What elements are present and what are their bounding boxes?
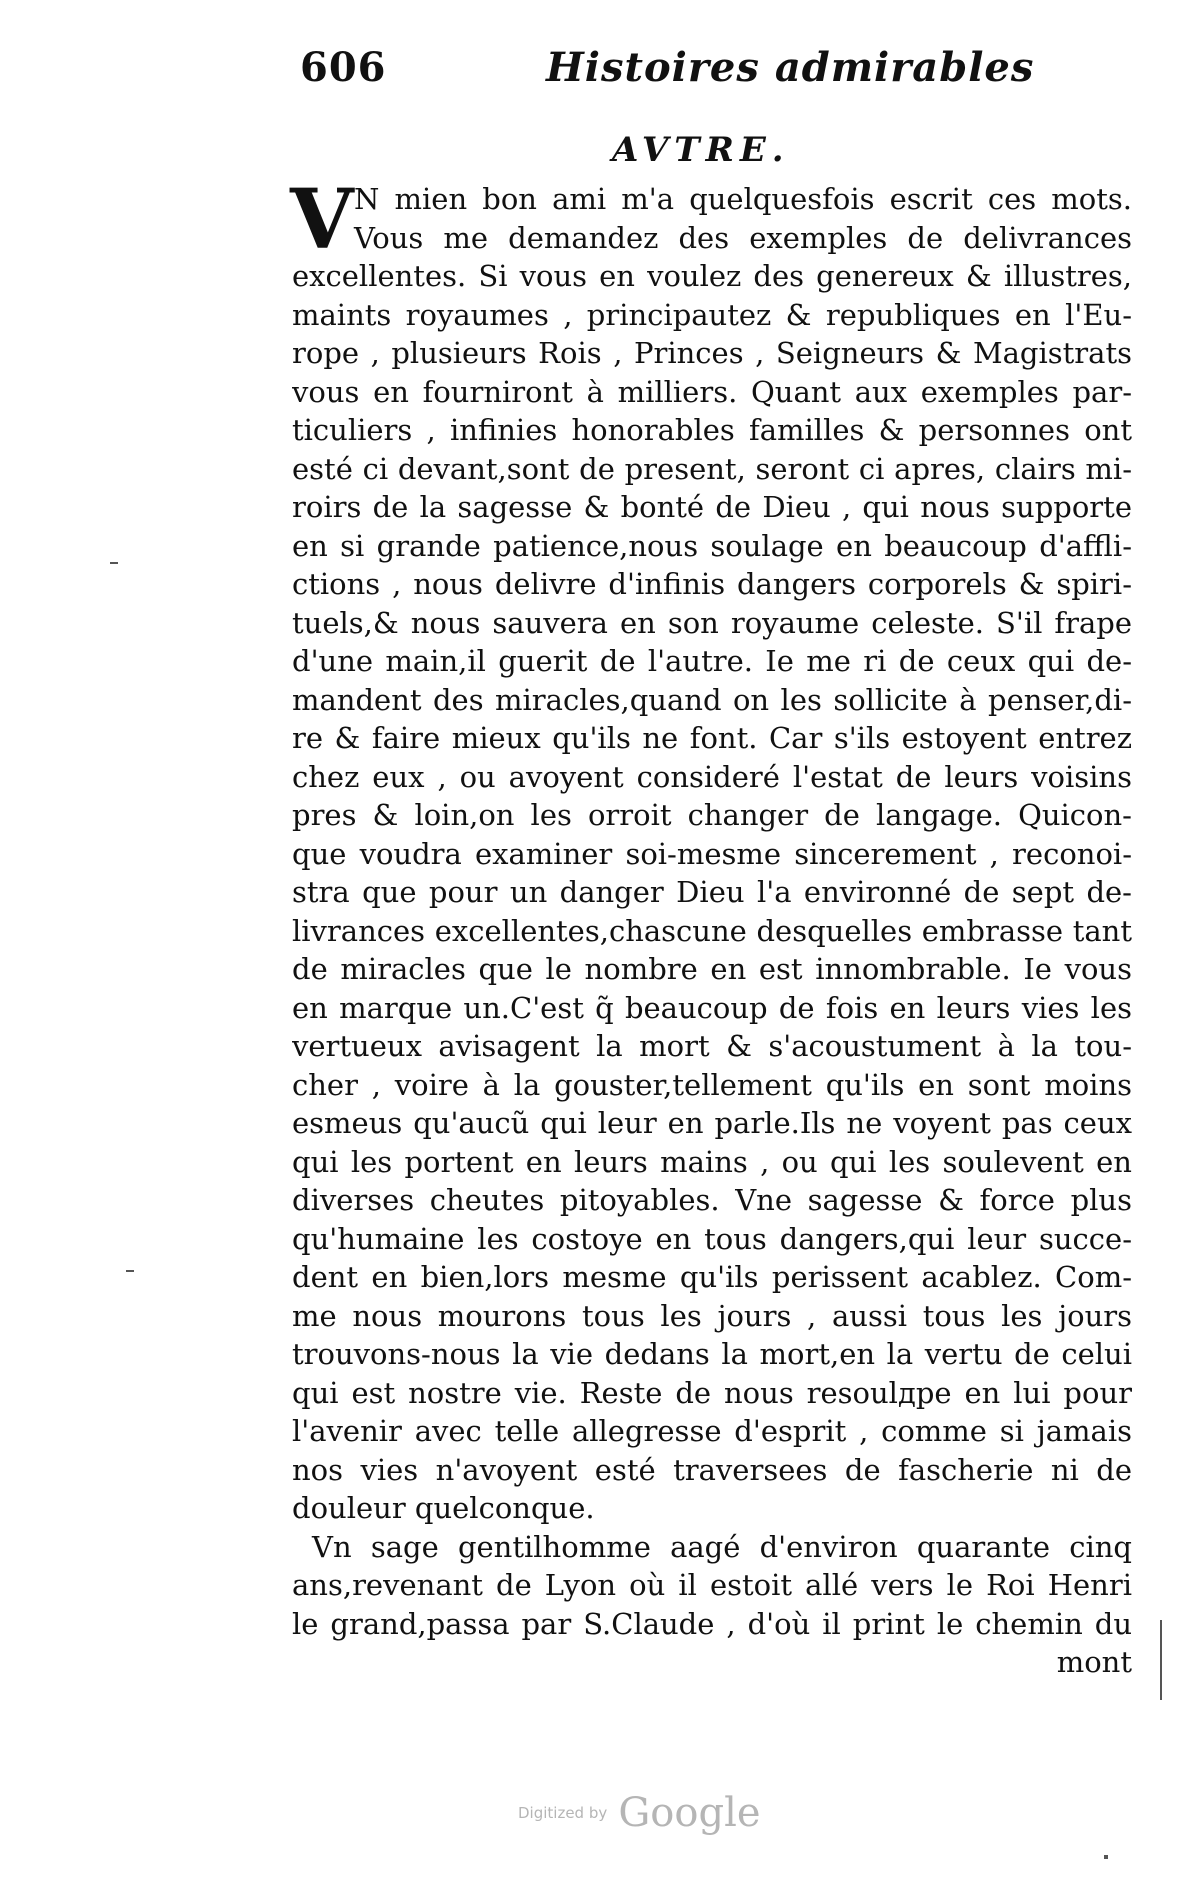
text-line: vous en fourniront à milliers. Quant aux exemples par- — [292, 374, 1132, 409]
digitized-watermark — [518, 1790, 761, 1836]
margin-mark — [1160, 1620, 1162, 1700]
text-line: Vn sage gentilhomme aagé d'environ quarante cinq — [312, 1529, 1132, 1564]
watermark-brand: Google — [618, 1790, 761, 1836]
text-line: rope , plusieurs Rois , Princes , Seigneurs & Magistrats — [292, 336, 1132, 370]
text-line: vertueux avisagent la mort & s'acoustument à la tou- — [292, 1029, 1132, 1063]
text-line: ctions , nous delivre d'infinis dangers corporels & spiri- — [292, 567, 1132, 601]
drop-cap: V — [290, 172, 354, 268]
text-line: re & faire mieux qu'ils ne font. Car s'ils estoyent entrez — [292, 721, 1132, 755]
catchword: mont — [1056, 1645, 1132, 1679]
page-number: 606 — [300, 44, 387, 91]
text-line: nos vies n'avoyent esté traversees de fascherie ni de — [292, 1452, 1132, 1487]
text-line: esmeus qu'aucũ qui leur en parle.Ils ne voyent pas ceux — [292, 1106, 1132, 1140]
text-line: Vous me demandez des exemples de delivrances — [354, 220, 1132, 255]
text-line: l'avenir avec telle allegresse d'esprit , comme si jamais — [292, 1414, 1132, 1448]
text-line: esté ci devant,sont de present, seront ci apres, clairs mi- — [292, 451, 1132, 486]
text-line: tuels,& nous sauvera en son royaume celeste. S'il frape — [292, 605, 1132, 640]
text-line: le grand,passa par S.Claude , d'où il print le chemin du — [292, 1606, 1132, 1641]
text-line: d'une main,il guerit de l'autre. Ie me ri de ceux qui de- — [292, 644, 1132, 678]
text-line: excellentes. Si vous en voulez des genereux & illustres, — [292, 259, 1132, 293]
running-title: Histoires admirables — [546, 44, 1035, 91]
text-line: que voudra examiner soi-mesme sincerement , reconoi- — [292, 836, 1132, 871]
text-line: ans,revenant de Lyon où il estoit allé vers le Roi Henri — [292, 1568, 1132, 1602]
text-line: qu'humaine les costoye en tous dangers,qui leur succe- — [292, 1221, 1132, 1256]
margin-mark — [1104, 1855, 1108, 1859]
text-line: chez eux , ou avoyent consideré l'estat de leurs voisins — [292, 759, 1132, 794]
text-line: en si grande patience,nous soulage en beaucoup d'affli- — [292, 528, 1132, 563]
text-line: stra que pour un danger Dieu l'a environné de sept de- — [292, 875, 1132, 909]
body-text — [290, 172, 1132, 1682]
page-header — [300, 44, 1035, 104]
text-line: trouvons-nous la vie dedans la mort,en la vertu de celui — [292, 1337, 1132, 1371]
text-line: ticuliers , infinies honorables familles & personnes ont — [292, 413, 1132, 447]
text-line: cher , voire à la gouster,tellement qu'ils en sont moins — [292, 1067, 1132, 1102]
section-heading: AVTRE. — [612, 130, 790, 170]
watermark-prefix: Digitized by — [518, 1804, 608, 1822]
text-line: qui les portent en leurs mains , ou qui les soulevent en — [292, 1144, 1132, 1179]
text-line: dent en bien,lors mesme qu'ils perissent acablez. Com- — [292, 1260, 1132, 1294]
text-line: roirs de la sagesse & bonté de Dieu , qui nous supporte — [292, 490, 1132, 524]
margin-mark — [110, 562, 118, 564]
text-line: N mien bon ami m'a quelquesfois escrit ces mots. — [354, 182, 1132, 216]
text-line: livrances excellentes,chascune desquelles embrasse tant — [292, 913, 1132, 948]
text-line: douleur quelconque. — [292, 1491, 595, 1525]
text-line: mandent des miracles,quand on les sollicite à penser,di- — [292, 682, 1132, 717]
text-line: diverses cheutes pitoyables. Vne sagesse & force plus — [292, 1183, 1132, 1217]
text-line: pres & loin,on les orroit changer de langage. Quicon- — [292, 798, 1132, 832]
text-line: de miracles que le nombre en est innombrable. Ie vous — [292, 952, 1132, 986]
text-line: maints royaumes , principautez & republiques en l'Eu- — [292, 297, 1132, 332]
text-line: qui est nostre vie. Reste de nous resoulдре en lui pour — [292, 1375, 1132, 1410]
margin-mark — [126, 1270, 134, 1272]
text-line: me nous mourons tous les jours , aussi tous les jours — [292, 1298, 1132, 1333]
text-line: en marque un.C'est q̃ beaucoup de fois en leurs vies les — [292, 990, 1132, 1025]
